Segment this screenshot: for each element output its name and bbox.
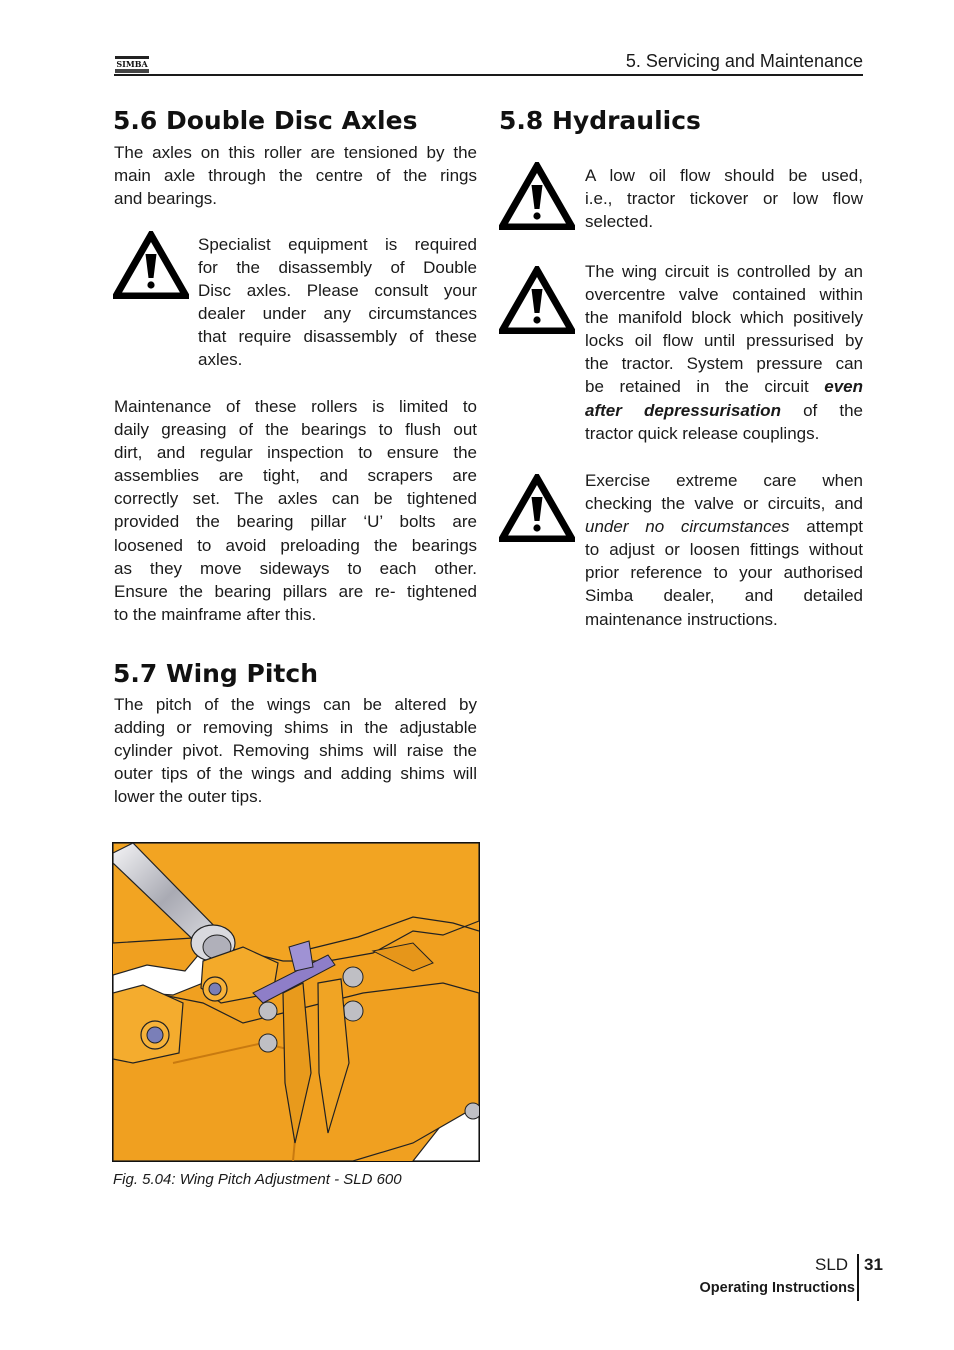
text-line: A low oil flow should be used, (585, 166, 863, 185)
hydraulics-warning-oil-flow (585, 164, 863, 233)
heading-hydraulics: 5.8 Hydraulics (499, 106, 701, 135)
text-line: main axle through the centre of the rings (114, 166, 477, 186)
text-line: to the mainframe after this. (114, 604, 317, 624)
text-line: and bearings. (114, 189, 218, 209)
text-line: provided the bearing pillar ‘U’ bolts are (114, 512, 477, 532)
hydraulics-warning-extreme-care (585, 469, 863, 631)
text-line: overcentre valve contained within (585, 285, 863, 305)
text-line: checking the valve or circuits, and (585, 494, 863, 514)
text-line: correctly set. The axles can be tightened (114, 489, 477, 509)
footer-divider (857, 1254, 859, 1301)
text-line: axles. (198, 350, 243, 370)
wing-pitch-figure (112, 842, 480, 1162)
text-line: Ensure the bearing pillars are re- tightened (114, 581, 477, 601)
text-line: to adjust or loosen fittings without (585, 540, 863, 560)
text-line: the manifold block which positively (585, 308, 863, 328)
heading-double-disc-axles: 5.6 Double Disc Axles (113, 106, 418, 135)
text-line (585, 399, 863, 422)
text-line: loosened to avoid preloading the bearings (114, 535, 477, 555)
model-code: SLD (815, 1255, 849, 1274)
text-run: attempt (789, 517, 863, 537)
text-line: dirt, and regular inspection to ensure the (114, 443, 477, 463)
text-line: that require disassembly of these (198, 327, 477, 347)
wing-pitch-illustration (113, 843, 479, 1161)
section-title: 5. Servicing and Maintenance (625, 51, 863, 71)
text-line: for the disassembly of Double (198, 258, 477, 278)
text-line: Disc axles. Please consult your (198, 281, 477, 301)
text-line (585, 375, 863, 398)
warning-icon (499, 474, 575, 542)
text-line (585, 515, 863, 538)
text-line: Specialist equipment is required (198, 235, 477, 254)
header-rule (114, 74, 863, 76)
footer-subtitle: Operating Instructions (699, 1280, 855, 1296)
text-line: The axles on this roller are tensioned by the (114, 143, 477, 162)
text-run: of the (780, 400, 863, 420)
text-line: maintenance instructions. (585, 609, 778, 629)
text-line: selected. (585, 212, 654, 232)
text-line: tractor quick release couplings. (585, 423, 820, 443)
text-line: Simba dealer, and detailed (585, 586, 863, 606)
axles-maintenance (114, 395, 477, 626)
text-line: The wing circuit is controlled by an (585, 262, 863, 281)
text-run: be retained in the circuit (585, 377, 825, 397)
italic-text: under no circumstances (585, 517, 790, 537)
hydraulics-warning-wing-circuit (585, 260, 863, 445)
axles-intro (114, 141, 477, 210)
text-line: locks oil flow until pressurised by (585, 331, 863, 351)
text-line: cylinder pivot. Removing shims will raise the (114, 741, 477, 761)
text-line: Exercise extreme care when (585, 471, 863, 490)
heading-wing-pitch: 5.7 Wing Pitch (113, 659, 318, 688)
emphasis-text: even (824, 377, 863, 397)
axles-warning (198, 233, 477, 372)
warning-icon (499, 266, 575, 334)
wing-pitch-body (114, 693, 477, 808)
text-line: adding or removing shims in the adjustable (114, 718, 477, 738)
text-line: the tractor. System pressure can (585, 354, 863, 374)
text-line: lower the outer tips. (114, 787, 263, 807)
text-line: outer tips of the wings and adding shims will (114, 764, 477, 784)
svg-text:SIMBA: SIMBA (116, 59, 148, 69)
figure-caption: Fig. 5.04: Wing Pitch Adjustment - SLD 600 (113, 1171, 402, 1188)
simba-logo (114, 54, 150, 74)
text-line: as they move sideways to each other. (114, 558, 477, 578)
warning-icon (113, 231, 189, 299)
text-line: dealer under any circumstances (198, 304, 477, 324)
warning-icon (499, 162, 575, 230)
text-line: i.e., tractor tickover or low flow (585, 189, 863, 209)
text-line: The pitch of the wings can be altered by (114, 695, 477, 714)
text-line: Maintenance of these rollers is limited to (114, 397, 477, 416)
emphasis-text: after depressurisation (585, 400, 781, 420)
text-line: daily greasing of the bearings to flush out (114, 420, 477, 440)
text-line: prior reference to your authorised (585, 563, 863, 583)
text-line: assemblies are tight, and scrapers are (114, 466, 477, 486)
page-number: 31 (864, 1255, 883, 1274)
